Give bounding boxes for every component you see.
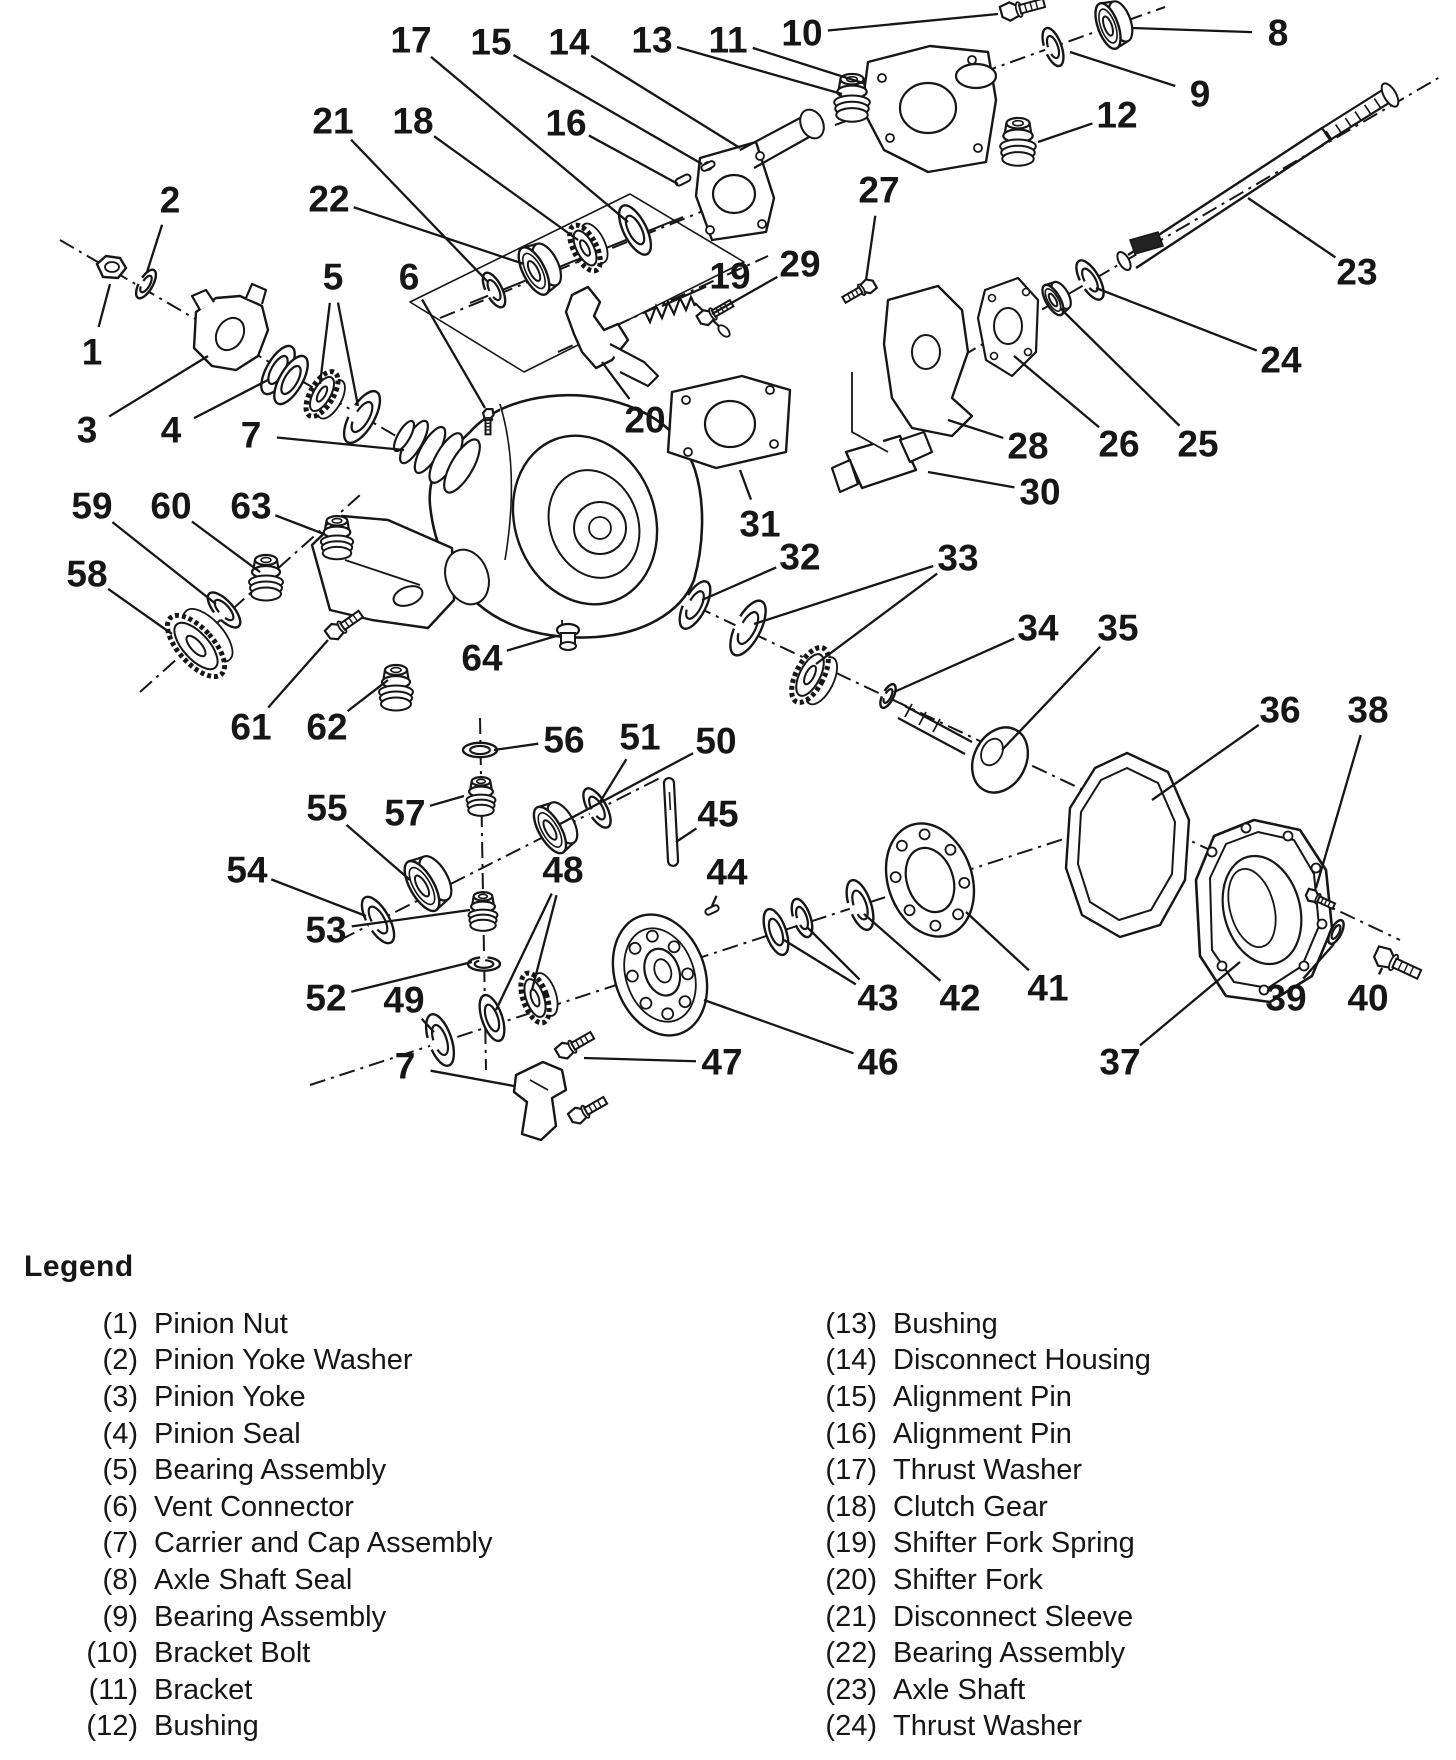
leader-line <box>677 47 842 94</box>
part-ring <box>420 1011 459 1069</box>
callout-31: 31 <box>739 503 781 545</box>
legend-title: Legend <box>24 1250 134 1283</box>
legend-column-right <box>770 1306 1450 1745</box>
legend-item <box>24 1709 724 1746</box>
legend-item-number: (24) <box>825 1710 877 1743</box>
legend-item-number: (8) <box>102 1563 138 1596</box>
legend-column-left <box>24 1306 724 1745</box>
callout-48: 48 <box>542 849 584 891</box>
legend-item-number: (3) <box>102 1380 138 1413</box>
callout-45: 45 <box>697 793 739 835</box>
part-bushing <box>321 516 353 559</box>
leader-line <box>928 472 1014 487</box>
legend-item <box>24 1343 724 1380</box>
part-ring <box>132 267 160 301</box>
leader-line <box>1002 647 1100 750</box>
callout-33: 33 <box>937 537 979 579</box>
leader-line <box>275 515 324 534</box>
part-bushing <box>469 892 498 931</box>
callout-16: 16 <box>545 102 587 144</box>
callout-59: 59 <box>71 485 113 527</box>
leader-line <box>1248 198 1335 257</box>
legend-item-number: (1) <box>102 1307 138 1340</box>
legend-item-label: Bracket Bolt <box>154 1637 311 1670</box>
legend-item <box>24 1635 724 1672</box>
part-ring <box>723 596 773 661</box>
legend-item-number: (9) <box>102 1600 138 1633</box>
legend-item-label: Disconnect Housing <box>893 1344 1151 1377</box>
callout-39: 39 <box>1265 977 1307 1019</box>
leader-line <box>494 744 538 750</box>
legend-item <box>770 1526 1450 1563</box>
legend-item <box>770 1489 1450 1526</box>
leader-line <box>866 216 875 280</box>
part-ring <box>841 877 879 933</box>
legend-item <box>24 1599 724 1636</box>
part-bearing <box>528 795 585 858</box>
legend-item <box>770 1416 1450 1453</box>
callout-42: 42 <box>939 977 981 1019</box>
callout-3: 3 <box>76 409 98 451</box>
callout-61: 61 <box>230 706 272 748</box>
callout-52: 52 <box>305 977 347 1019</box>
callout-54: 54 <box>226 849 268 891</box>
part-ring <box>578 784 616 831</box>
parts-artwork <box>97 0 1424 1140</box>
callout-40: 40 <box>1347 977 1389 1019</box>
callout-49: 49 <box>383 979 425 1021</box>
leader-line <box>784 940 856 984</box>
legend-item-label: Carrier and Cap Assembly <box>154 1527 493 1560</box>
legend-item-number: (10) <box>86 1637 138 1670</box>
part-output-flange <box>871 811 988 948</box>
callout-63: 63 <box>230 485 272 527</box>
legend-item <box>770 1452 1450 1489</box>
callout-60: 60 <box>150 485 192 527</box>
callout-56: 56 <box>543 719 585 761</box>
part-ring <box>468 957 500 970</box>
legend-item-number: (22) <box>825 1637 877 1670</box>
leader-line <box>584 1058 696 1061</box>
legend-item-label: Vent Connector <box>154 1490 354 1523</box>
legend-item <box>770 1379 1450 1416</box>
leader-line <box>192 521 260 572</box>
leader-line <box>99 284 110 327</box>
callout-51: 51 <box>619 716 661 758</box>
legend-item-label: Clutch Gear <box>893 1490 1048 1523</box>
callout-11: 11 <box>708 19 748 61</box>
leader-line <box>1132 28 1252 32</box>
callout-2: 2 <box>159 179 181 221</box>
leader-line <box>662 286 706 306</box>
leader-line <box>676 828 696 842</box>
callout-7: 7 <box>394 1045 416 1087</box>
leader-line <box>514 55 702 164</box>
legend-item-number: (23) <box>825 1673 877 1706</box>
leader-line <box>277 438 404 450</box>
leader-line <box>108 589 172 634</box>
legend-item <box>770 1599 1450 1636</box>
legend-item <box>24 1489 724 1526</box>
legend-item-label: Alignment Pin <box>893 1417 1072 1450</box>
part-bearing-cap <box>514 1062 566 1140</box>
legend-item <box>770 1562 1450 1599</box>
legend-item-number: (6) <box>102 1490 138 1523</box>
part-gear <box>515 966 563 1026</box>
part-bushing <box>379 665 413 711</box>
callout-19: 19 <box>709 255 751 297</box>
part-pinion-nut <box>97 256 126 278</box>
callout-14: 14 <box>548 21 590 63</box>
legend-item-number: (18) <box>825 1490 877 1523</box>
legend-item-number: (5) <box>102 1454 138 1487</box>
leader-line <box>507 636 556 651</box>
callout-10: 10 <box>781 12 823 54</box>
callout-46: 46 <box>857 1041 899 1083</box>
legend-item-number: (21) <box>825 1600 877 1633</box>
part-ring <box>759 906 794 958</box>
callout-25: 25 <box>1177 423 1219 465</box>
part-ring <box>877 682 899 710</box>
part-gasket-plane <box>410 194 744 372</box>
legend-item <box>770 1709 1450 1746</box>
legend-item-number: (2) <box>102 1344 138 1377</box>
leader-line <box>434 136 578 240</box>
leader-line <box>1014 356 1099 427</box>
legend-item-number: (12) <box>86 1710 138 1743</box>
part-rod-tip <box>716 323 732 339</box>
legend-item-label: Bearing Assembly <box>154 1600 387 1633</box>
leader-line <box>194 380 268 418</box>
part-bearing <box>1090 0 1138 52</box>
callout-36: 36 <box>1259 689 1301 731</box>
legend-item-label: Pinion Nut <box>154 1307 288 1340</box>
leader-line <box>430 796 464 806</box>
part-bushing <box>1000 118 1036 166</box>
part-gear <box>563 216 614 275</box>
part-bushing <box>834 74 870 122</box>
callout-8: 8 <box>1267 12 1289 54</box>
part-gear <box>300 367 353 426</box>
legend-item-number: (19) <box>825 1527 877 1560</box>
leader-line <box>431 1071 514 1086</box>
legend-item-label: Bearing Assembly <box>154 1454 387 1487</box>
legend-item <box>24 1416 724 1453</box>
callout-22: 22 <box>308 178 350 220</box>
part-bolt <box>554 1028 596 1062</box>
leader-line <box>966 912 1029 970</box>
callout-38: 38 <box>1347 689 1389 731</box>
legend-item-label: Disconnect Sleeve <box>893 1600 1134 1633</box>
part-actuator-line <box>852 372 888 452</box>
leader-line <box>354 207 524 264</box>
leader-line <box>1070 52 1175 86</box>
legend-item-number: (13) <box>825 1307 877 1340</box>
leader-line <box>1316 735 1361 888</box>
leader-line <box>591 56 740 148</box>
legend-item-label: Shifter Fork Spring <box>893 1527 1135 1560</box>
callout-17: 17 <box>390 19 432 61</box>
callout-37: 37 <box>1099 1041 1141 1083</box>
callout-58: 58 <box>66 553 108 595</box>
leader-line <box>112 522 216 604</box>
leader-line <box>740 470 751 500</box>
part-bolt <box>841 277 878 307</box>
part-bushing <box>467 777 496 816</box>
callout-57: 57 <box>384 792 426 834</box>
callout-15: 15 <box>470 21 512 63</box>
callout-43: 43 <box>857 977 899 1019</box>
leader-line <box>1152 725 1259 800</box>
legend-item-number: (16) <box>825 1417 877 1450</box>
callout-28: 28 <box>1007 425 1049 467</box>
part-bearing <box>1038 277 1075 318</box>
part-ring <box>1071 256 1109 303</box>
leader-line <box>894 639 1014 692</box>
legend-item <box>24 1379 724 1416</box>
legend-item-label: Bushing <box>154 1710 259 1743</box>
callout-24: 24 <box>1260 339 1302 381</box>
leader-line <box>1379 968 1382 974</box>
callout-26: 26 <box>1098 423 1140 465</box>
callout-62: 62 <box>306 706 348 748</box>
part-bushing <box>249 555 283 601</box>
leader-line <box>702 567 776 600</box>
leader-line <box>1140 962 1240 1045</box>
callout-21: 21 <box>312 100 354 142</box>
part-bolt <box>567 1093 609 1127</box>
part-pin <box>704 904 719 915</box>
part-drain-plug <box>557 620 579 650</box>
legend-item-number: (11) <box>88 1673 138 1706</box>
callout-44: 44 <box>706 851 748 893</box>
legend-item-label: Pinion Seal <box>154 1417 301 1450</box>
legend-item-label: Thrust Washer <box>893 1454 1083 1487</box>
callout-35: 35 <box>1097 607 1139 649</box>
callout-9: 9 <box>1189 73 1211 115</box>
callout-55: 55 <box>306 787 348 829</box>
callout-41: 41 <box>1027 967 1069 1009</box>
part-bolt <box>999 0 1046 22</box>
callout-53: 53 <box>305 909 347 951</box>
legend-item-number: (17) <box>825 1454 877 1487</box>
legend-item-label: Thrust Washer <box>893 1710 1083 1743</box>
legend-item <box>770 1672 1450 1709</box>
legend-item-label: Shifter Fork <box>893 1563 1043 1596</box>
legend-item-label: Axle Shaft Seal <box>154 1563 353 1596</box>
legend-item <box>24 1672 724 1709</box>
callout-18: 18 <box>392 100 434 142</box>
callout-7: 7 <box>240 414 262 456</box>
legend-item <box>24 1306 724 1343</box>
part-output-stub <box>898 704 1039 802</box>
callout-47: 47 <box>701 1041 743 1083</box>
callout-30: 30 <box>1019 471 1061 513</box>
legend-item-label: Pinion Yoke <box>154 1380 306 1413</box>
callout-6: 6 <box>398 256 420 298</box>
leader-line <box>422 299 485 408</box>
legend-item <box>770 1343 1450 1380</box>
part-fork-arm <box>610 344 658 386</box>
callout-20: 20 <box>624 399 666 441</box>
callout-29: 29 <box>779 243 821 285</box>
legend-item-number: (7) <box>102 1527 138 1560</box>
part-ring <box>1038 25 1067 68</box>
legend-item-label: Bracket <box>154 1673 253 1706</box>
callout-64: 64 <box>461 637 503 679</box>
part-axle-shaft <box>1115 81 1402 272</box>
legend-item-label: Alignment Pin <box>893 1380 1072 1413</box>
part-hub <box>597 902 722 1049</box>
callout-1: 1 <box>81 331 103 373</box>
callout-23: 23 <box>1336 251 1378 293</box>
leader-line <box>147 225 162 272</box>
legend-item-number: (14) <box>825 1344 877 1377</box>
callout-50: 50 <box>695 720 737 762</box>
leader-line <box>816 574 937 664</box>
part-ring <box>463 743 497 757</box>
callout-32: 32 <box>779 536 821 578</box>
legend-item-number: (4) <box>102 1417 138 1450</box>
leader-line <box>268 640 328 708</box>
callout-13: 13 <box>631 19 673 61</box>
legend-item-number: (20) <box>825 1563 877 1596</box>
legend-item <box>24 1562 724 1599</box>
leader-line <box>1038 123 1092 142</box>
callout-27: 27 <box>858 169 900 211</box>
callout-34: 34 <box>1017 607 1059 649</box>
part-ring <box>475 992 510 1044</box>
callout-4: 4 <box>160 409 182 451</box>
legend-item <box>770 1635 1450 1672</box>
legend-item <box>24 1526 724 1563</box>
legend-item <box>24 1452 724 1489</box>
legend-item-label: Axle Shaft <box>893 1673 1026 1706</box>
part-bearing <box>512 236 568 299</box>
legend-item-label: Bearing Assembly <box>893 1637 1126 1670</box>
legend-item-label: Bushing <box>893 1307 998 1340</box>
leader-line <box>109 356 208 416</box>
leader-line <box>431 57 628 222</box>
legend-item <box>770 1306 1450 1343</box>
callout-5: 5 <box>322 256 344 298</box>
part-long-pin <box>664 778 679 866</box>
legend-item-label: Pinion Yoke Washer <box>154 1344 413 1377</box>
callout-12: 12 <box>1096 94 1138 136</box>
leader-line <box>828 14 998 30</box>
leader-line <box>1096 288 1257 351</box>
legend-item-number: (15) <box>825 1380 877 1413</box>
part-pin <box>674 173 691 187</box>
